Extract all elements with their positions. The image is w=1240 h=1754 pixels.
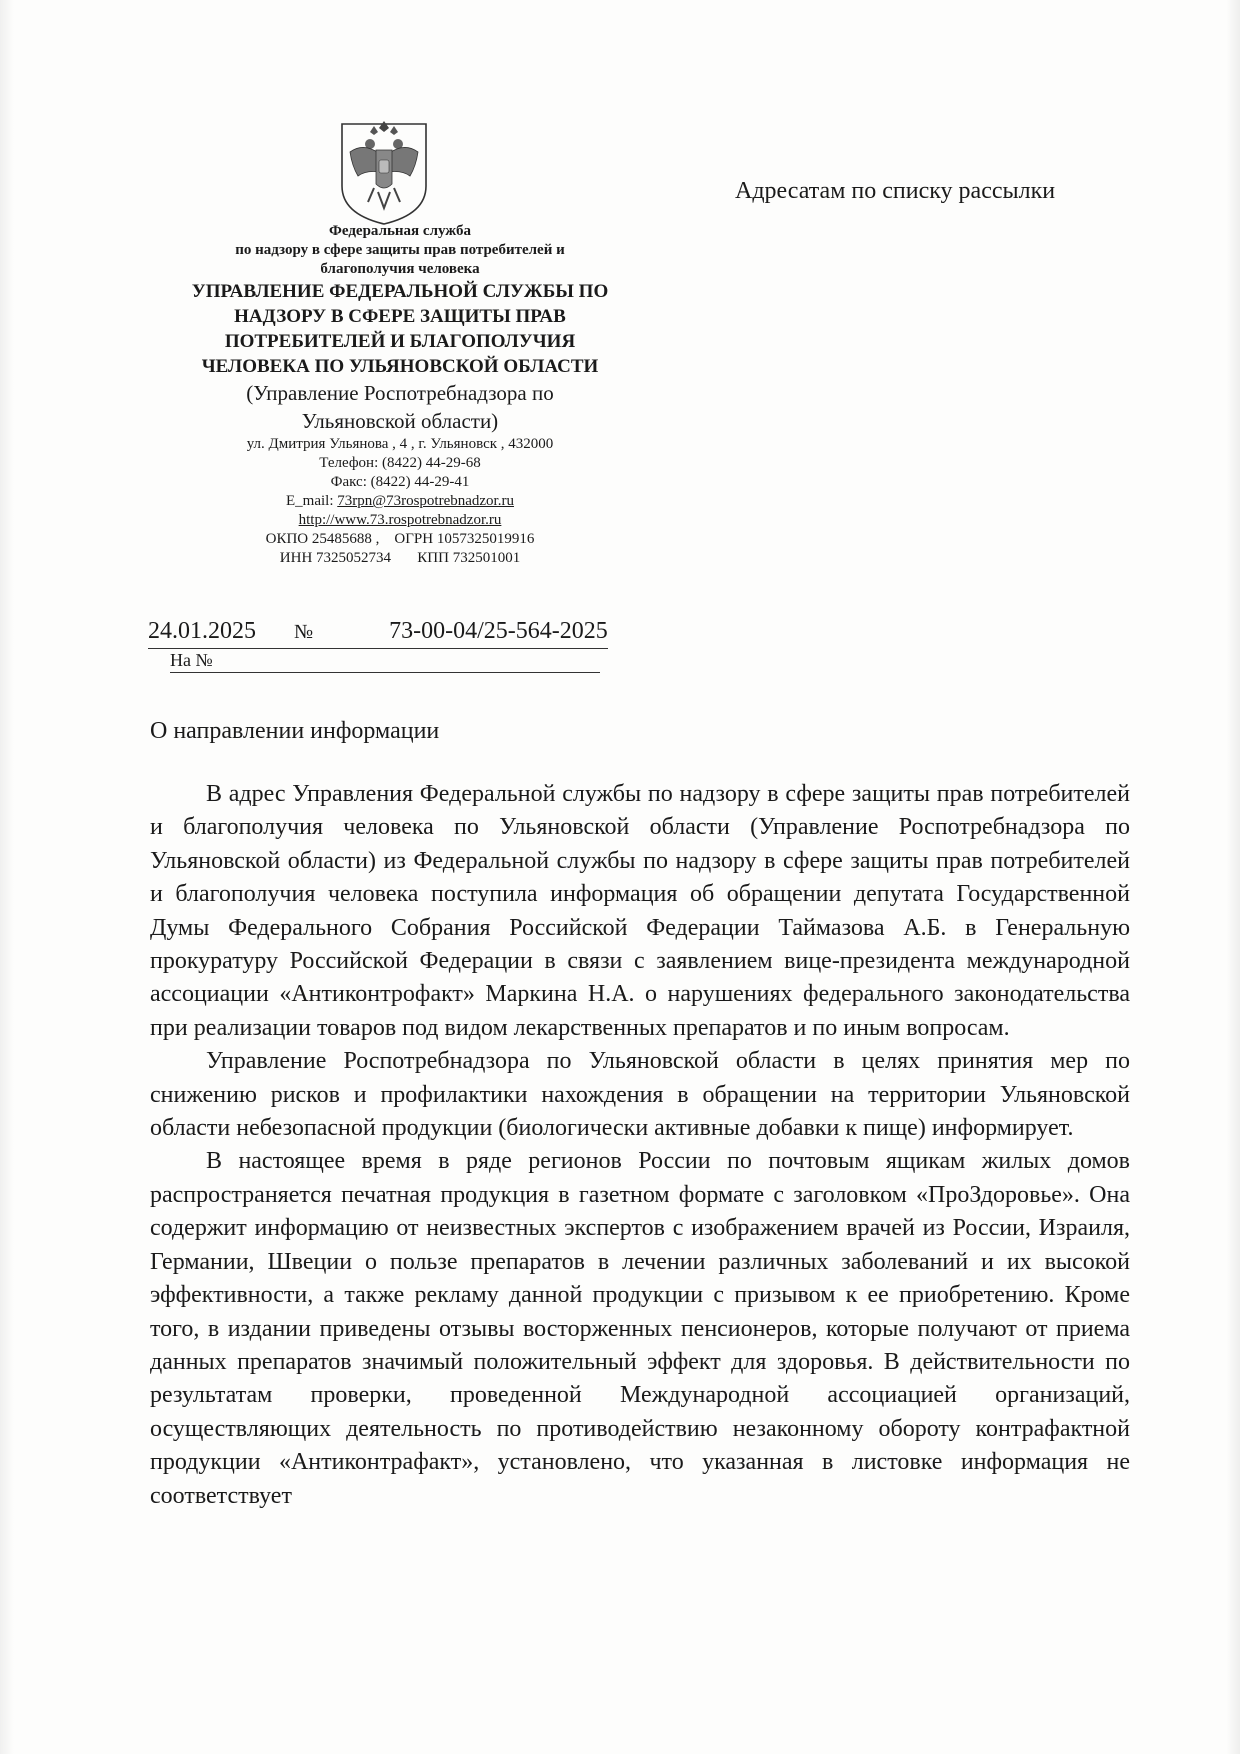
reply-to-line (170, 650, 600, 673)
service-name-line: по надзору в сфере защиты прав потребителей и (235, 242, 565, 258)
scan-edge-left (0, 0, 14, 1754)
email-link[interactable]: 73rpn@73rospotrebnadzor.ru (337, 493, 514, 509)
fax: Факс: (8422) 44-29-41 (330, 474, 470, 490)
email-line (130, 492, 670, 511)
reply-to-label: На № (170, 650, 213, 670)
body-paragraph: В настоящее время в ряде регионов России по почтовым ящикам жилых домов распространяется печатная продукция в газетном формате с заголовком «ПроЗдоровье». Она содержит информацию от неизвестных экспертов с изображением врачей из России, Израиля, Германии, Швеции о пользе препаратов в лечении различных заболеваний и их высокой эффективности, а также рекламу данной продукции с призывом к ее приобретению. Кроме того, в издании приведены отзывы восторженных пенсионеров, которые получают от приема данных препаратов значимый положительный эффект для здоровья. В действительности по результатам проверки, проведенной Международной ассоциацией организаций, осуществляющих деятельность по противодействию незаконному обороту контрафактной продукции «Антиконтрафакт», установлено, что указанная в листовке информация не соответствует (150, 1148, 1130, 1509)
inn: ИНН 7325052734 (279, 550, 392, 566)
number-sign: № (294, 621, 314, 643)
letterhead (130, 222, 670, 568)
body-paragraph: Управление Роспотребнадзора по Ульяновской области в целях принятия мер по снижению рисков и профилактики нахождения в обращении на территории Ульяновской области небезопасной продукции (биологически активные добавки к пище) информирует. (150, 1048, 1130, 1142)
department-name-line: ПОТРЕБИТЕЛЕЙ И БЛАГОПОЛУЧИЯ (224, 331, 576, 352)
letter-date: 24.01.2025 (148, 618, 256, 644)
email-label: E_mail: (286, 493, 334, 509)
registration-codes-line (130, 530, 670, 549)
coat-of-arms-emblem (334, 118, 434, 228)
service-name-line: Федеральная служба (329, 223, 471, 239)
okpo: ОКПО 25485688 , (265, 531, 380, 547)
department-name-line: НАДЗОРУ В СФЕРЕ ЗАЩИТЫ ПРАВ (234, 306, 566, 327)
kpp: КПП 732501001 (417, 550, 521, 566)
letter-number: 73-00-04/25-564-2025 (389, 618, 608, 644)
service-name-line: благополучия человека (320, 261, 480, 277)
outgoing-registration (148, 618, 608, 645)
department-abbreviation: Ульяновской области) (301, 409, 499, 433)
department-abbreviation: (Управление Роспотребнадзора по (246, 381, 554, 405)
addressee: Адресатам по списку рассылки (735, 178, 1056, 204)
body-paragraph: В адрес Управления Федеральной службы по надзору в сфере защиты прав потребителей и благополучия человека по Ульяновской области (Управление Роспотребнадзора по Ульяновской области) из Федеральной службы по надзору в сфере защиты прав потребителей и благополучия человека поступила информация об обращении депутата Государственной Думы Федерального Собрания Российской Федерации Таймазова А.Б. в Генеральную прокуратуру Российской Федерации в связи с заявлением вице-президента международной ассоциации «Антиконтрофакт» Маркина Н.А. о нарушениях федерального законодательства при реализации товаров под видом лекарственных препаратов и по иным вопросам. (150, 781, 1130, 1041)
phone: Телефон: (8422) 44-29-68 (319, 455, 481, 471)
scan-edge-right (1226, 0, 1240, 1754)
department-name-line: ЧЕЛОВЕКА ПО УЛЬЯНОВСКОЙ ОБЛАСТИ (201, 356, 599, 377)
address: ул. Дмитрия Ульянова , 4 , г. Ульяновск , 432000 (246, 436, 554, 452)
registration-underline (148, 648, 608, 649)
letter-subject: О направлении информации (150, 718, 440, 744)
department-name-line: УПРАВЛЕНИЕ ФЕДЕРАЛЬНОЙ СЛУЖБЫ ПО (191, 281, 609, 302)
ogrn: ОГРН 1057325019916 (394, 531, 535, 547)
website-link[interactable]: http://www.73.rospotrebnadzor.ru (298, 512, 502, 528)
letter-body (150, 778, 1130, 1513)
registration-codes-line (130, 549, 670, 568)
website-line (130, 511, 670, 530)
